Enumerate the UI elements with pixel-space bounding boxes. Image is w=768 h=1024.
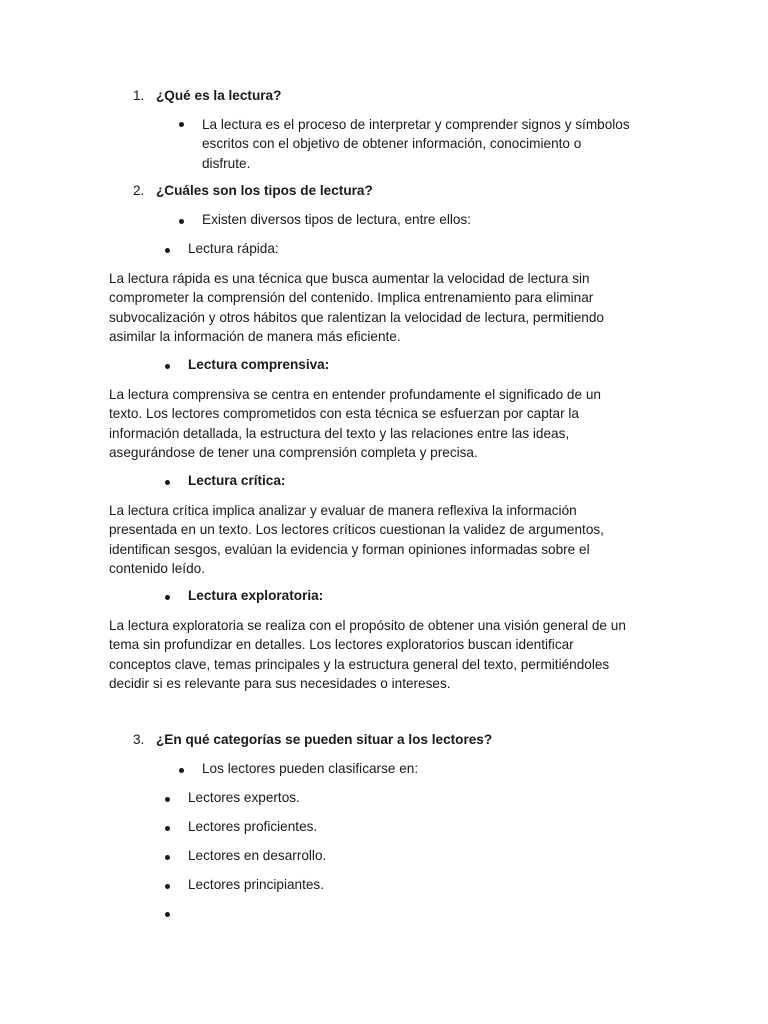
paragraph-line: La lectura rápida es una técnica que busca aumentar la velocidad de lectura sin [109, 271, 590, 286]
bullet-icon [165, 248, 170, 253]
bullet-icon [165, 912, 170, 917]
bullet-icon [165, 364, 170, 369]
question-2-title: ¿Cuáles son los tipos de lectura? [156, 183, 373, 198]
paragraph-line: información detallada, la estructura del texto y las relaciones entre las ideas, [109, 425, 570, 441]
bullet-icon [179, 768, 184, 773]
bullet-icon [179, 219, 184, 224]
question-1-title: ¿Qué es la lectura? [156, 88, 282, 103]
type-paragraph-exploratoria [109, 616, 654, 693]
reader-category-item: Lectores principiantes. [188, 877, 325, 892]
paragraph-line: presentada en un texto. Los lectores críticos cuestionan la validez de argumentos, [109, 522, 604, 538]
paragraph-line: texto. Los lectores comprometidos con esta técnica se esfuerzan por captar la [109, 406, 579, 422]
bullet-icon [179, 122, 184, 127]
question-2-number: 2. [133, 183, 145, 198]
reader-category-item: Lectores en desarrollo. [188, 848, 327, 863]
paragraph-line: conceptos clave, temas principales y la estructura general del texto, permitiéndoles [109, 656, 610, 672]
q1-answer-line: La lectura es el proceso de interpretar y comprender signos y símbolos [202, 117, 630, 132]
question-3-number: 3. [133, 732, 145, 747]
type-heading-comprensiva: Lectura comprensiva: [188, 357, 330, 372]
bullet-icon [165, 480, 170, 485]
q3-intro: Los lectores pueden clasificarse en: [202, 761, 419, 776]
bullet-icon [165, 884, 170, 889]
bullet-icon [165, 826, 170, 831]
type-paragraph-rapida [109, 269, 654, 346]
paragraph-line: La lectura comprensiva se centra en entender profundamente el significado de un [109, 387, 601, 402]
paragraph-line: asegurándose de tener una comprensión completa y precisa. [109, 444, 478, 460]
paragraph-line: tema sin profundizar en detalles. Los lectores exploratorios buscan identificar [109, 637, 574, 653]
type-heading-rapida: Lectura rápida: [188, 241, 279, 256]
question-1-number: 1. [133, 88, 145, 103]
q2-intro: Existen diversos tipos de lectura, entre ellos: [202, 212, 471, 227]
bullet-icon [165, 797, 170, 802]
reader-category-item: Lectores proficientes. [188, 819, 318, 834]
paragraph-line: asimilar la información de manera más eficiente. [109, 328, 401, 344]
q1-answer [202, 115, 630, 173]
type-paragraph-comprensiva [109, 385, 654, 462]
question-3-title: ¿En qué categorías se pueden situar a los lectores? [156, 732, 493, 747]
paragraph-line: contenido leído. [109, 560, 205, 576]
paragraph-line: subvocalización y otros hábitos que ralentizan la velocidad de lectura, permitiendo [109, 309, 604, 325]
paragraph-line: La lectura crítica implica analizar y evaluar de manera reflexiva la información [109, 503, 577, 518]
type-heading-exploratoria: Lectura exploratoria: [188, 588, 324, 603]
reader-category-item: Lectores expertos. [188, 790, 300, 805]
q1-answer-line: disfrute. [202, 155, 251, 171]
q1-answer-line: escritos con el objetivo de obtener información, conocimiento o [202, 136, 582, 152]
paragraph-line: La lectura exploratoria se realiza con el propósito de obtener una visión general de un [109, 618, 626, 633]
bullet-icon [165, 855, 170, 860]
bullet-icon [165, 595, 170, 600]
paragraph-line: decidir si es relevante para sus necesidades o intereses. [109, 675, 451, 691]
paragraph-line: comprometer la comprensión del contenido. Implica entrenamiento para eliminar [109, 290, 594, 306]
type-paragraph-critica [109, 501, 654, 578]
paragraph-line: identifican sesgos, evalúan la evidencia y forman opiniones informadas sobre el [109, 541, 590, 557]
type-heading-critica: Lectura crítica: [188, 473, 286, 488]
